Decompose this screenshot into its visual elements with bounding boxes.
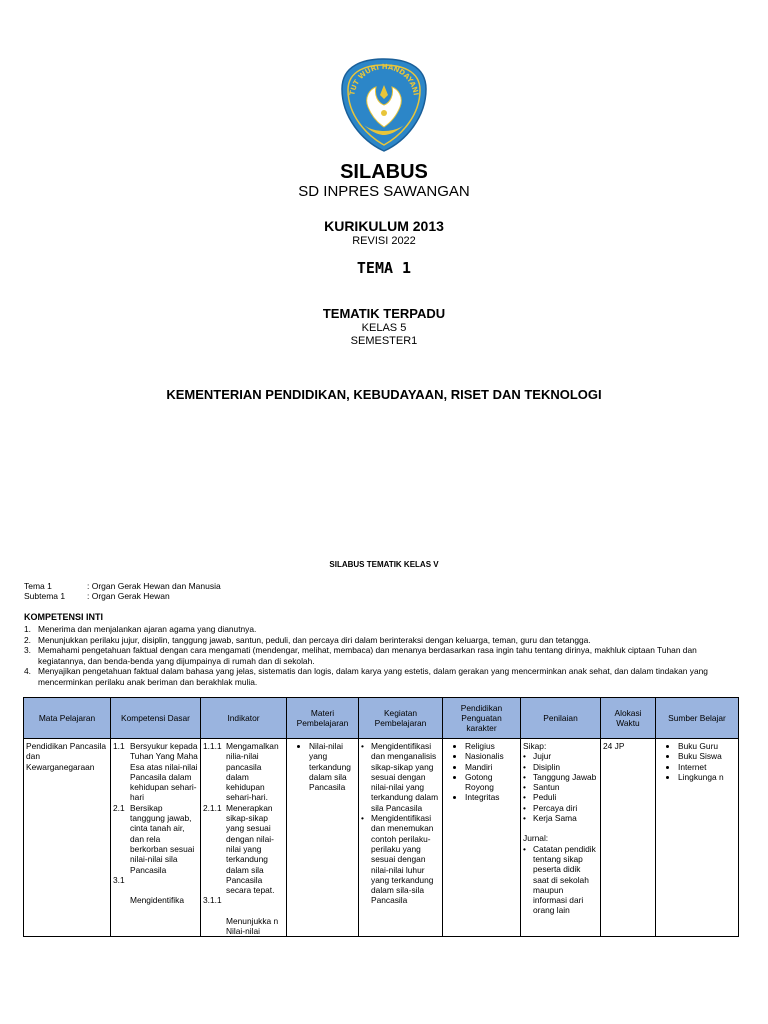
sikap-item: • Disiplin [533,762,598,772]
subtema-label: Subtema 1 [24,591,66,601]
col-header: Pendidikan Penguatan karakter [443,698,521,739]
sumber-item: • Buku Guru [678,741,736,751]
ki-text: Menyajikan pengetahuan faktual dalam bahasa yang jelas, sistematis dan logis, dalam karya yang estetis, dalam gerakan yang mencerminkan anak sehat, dan dalam tindakan yang mencerminkan perilaku anak beriman dan berakhlak mulia. [38,666,708,687]
kd-item [113,741,198,803]
indikator-cell [201,739,287,937]
ki-num: 4. [24,666,31,676]
tema-value: : Organ Gerak Hewan dan Manusia [87,581,221,591]
indikator-text: Mengamalkan nilia-nilai pancasila dalam kehidupan sehari-hari. [226,741,279,803]
karakter-item: • Integritas [465,792,518,802]
indikator-no: 2.1.1 [203,802,222,813]
document-title: SILABUS [340,161,428,183]
sikap-item: • Santun [533,782,598,792]
kd-item [113,895,198,905]
kd-item [113,803,198,875]
sikap-item: • Jujur [533,751,598,761]
sikap-list [523,751,598,823]
jurnal-item: • Catatan pendidik tentang sikap peserta didik saat di sekolah maupun informasi dari orang lain [533,844,598,916]
logo-motto: TUT WURI HANDAYANI [348,62,420,97]
penilaian-cell [521,739,601,937]
indikator-text [226,895,284,905]
mapel-text: Pendidikan Pancasila dan Kewarganegaraan [26,741,107,772]
indikator-no [203,916,226,937]
mapel-cell [24,739,111,937]
indikator-item [203,741,284,803]
sikap-item: • Tanggung Jawab [533,772,598,782]
materi-cell [287,739,359,937]
table-row [24,739,739,937]
ki-num: 2. [24,634,31,645]
karakter-item: • Nasionalis [465,751,518,761]
indikator-no: 3.1.1 [203,895,222,906]
materi-item: • Nilai-nilai yang terkandung dalam sila Pancasila [309,741,356,792]
jurnal-label: Jurnal: [523,833,549,844]
ki-item [24,666,746,687]
subtema-value: : Organ Gerak Hewan [87,591,170,601]
sikap-item: • Kerja Sama [533,813,598,823]
ki-text: Menunjukkan perilaku jujur, disiplin, tanggung jawab, santun, peduli, dan percaya diri dalam berinteraksi dengan keluarga, teman, guru dan tetangga. [38,634,591,645]
karakter-item: • Religius [465,741,518,751]
col-header: Materi Pembelajaran [287,698,359,739]
kd-no: 3.1 [113,874,125,885]
ki-heading: KOMPETENSI INTI [24,612,104,622]
col-header: Penilaian [521,698,601,739]
ki-text: Menerima dan menjalankan ajaran agama yang dianutnya. [38,624,257,634]
alokasi-value: 24 JP [603,741,625,751]
kd-no: 1.1 [113,741,125,751]
theme-label: TEMA 1 [356,259,412,277]
kegiatan-item: • Mengidentifikasi dan menganalisis sikap-sikap yang sesuai dengan nilai-nilai yang terkandung dalam sila Pancasila [371,741,440,813]
tut-wuri-handayani-logo-icon [334,55,434,155]
col-header: Alokasi Waktu [601,698,656,739]
sumber-item: • Buku Siswa [678,751,736,761]
subject-label: TEMATIK TERPADU [322,306,446,321]
kd-text: Mengidentifika [130,895,185,906]
ki-text: Memahami pengetahuan faktual dengan cara mengamati (mendengar, melihat, membaca) dan menanya berdasarkan rasa ingin tahu tentang dirinya, makhluk ciptaan Tuhan dan kegiatannya, dan benda-benda yang dijumpainya di rumah dan di sekolah. [38,645,697,666]
syllabus-table [23,697,739,937]
revision-label: REVISI 2022 [352,235,416,247]
subtema-row [24,591,170,601]
kegiatan-cell [359,739,443,937]
kd-text: Bersyukur kepada Tuhan Yang Maha Esa atas nilai-nilai Pancasila dalam kehidupan sehari-hari [130,741,198,803]
kd-cell [111,739,201,937]
sumber-item: • Lingkunga n [678,772,736,782]
kd-item [113,875,198,885]
kegiatan-list [361,741,440,906]
karakter-item: • Gotong Royong [465,772,518,793]
syllabus-subtitle: SILABUS TEMATIK KELAS V [329,560,439,569]
indikator-item [203,916,284,937]
sumber-list [658,741,736,782]
tema-row [24,581,221,591]
karakter-list [445,741,518,803]
kegiatan-item: • Mengidentifikasi dan menemukan contoh perilaku-perilaku yang sesuai dengan nilai-nilai luhur yang terkandung dalam sila-sila Pancasila [371,813,440,906]
ki-list [24,624,746,687]
curriculum-label: KURIKULUM 2013 [324,218,444,234]
col-header: Mata Pelajaran [24,698,111,739]
kd-text [129,875,198,885]
kd-no [113,895,129,905]
class-label: KELAS 5 [361,322,407,334]
materi-list [289,741,356,792]
jurnal-list [523,844,598,916]
col-header: Indikator [201,698,287,739]
alokasi-cell [601,739,656,937]
col-header: Kompetensi Dasar [111,698,201,739]
sumber-cell [656,739,739,937]
sikap-item: • Percaya diri [533,803,598,813]
ki-item [24,635,746,646]
indikator-no: 1.1.1 [203,741,222,751]
indikator-item [203,803,284,896]
semester-label: SEMESTER1 [350,335,418,347]
indikator-text: Menunjukka n Nilai-nilai [226,915,279,937]
ministry-label: KEMENTERIAN PENDIDIKAN, KEBUDAYAAN, RISET DAN TEKNOLOGI [166,387,602,402]
karakter-item: • Mandiri [465,762,518,772]
ki-num: 3. [24,645,31,655]
col-header: Kegiatan Pembelajaran [359,698,443,739]
kd-no: 2.1 [113,802,125,813]
indikator-item [203,895,284,905]
kd-text: Bersikap tanggung jawab, cinta tanah air, dan rela berkorban sesuai nilai-nilai sila Pancasila [130,802,195,875]
indikator-text: Menerapkan sikap-sikap yang sesuai dengan nilai-nilai yang terkandung dalam sila Pancasila secara tepat. [226,802,275,896]
tema-label: Tema 1 [24,581,52,591]
karakter-cell [443,739,521,937]
sumber-item: • Internet [678,762,736,772]
ki-item [24,645,746,666]
school-name: SD INPRES SAWANGAN [298,183,470,200]
ki-item [24,624,746,635]
col-header: Sumber Belajar [656,698,739,739]
sikap-label: Sikap: [523,741,547,751]
ki-num: 1. [24,624,31,634]
table-header-row [24,698,739,739]
sikap-item: • Peduli [533,792,598,802]
